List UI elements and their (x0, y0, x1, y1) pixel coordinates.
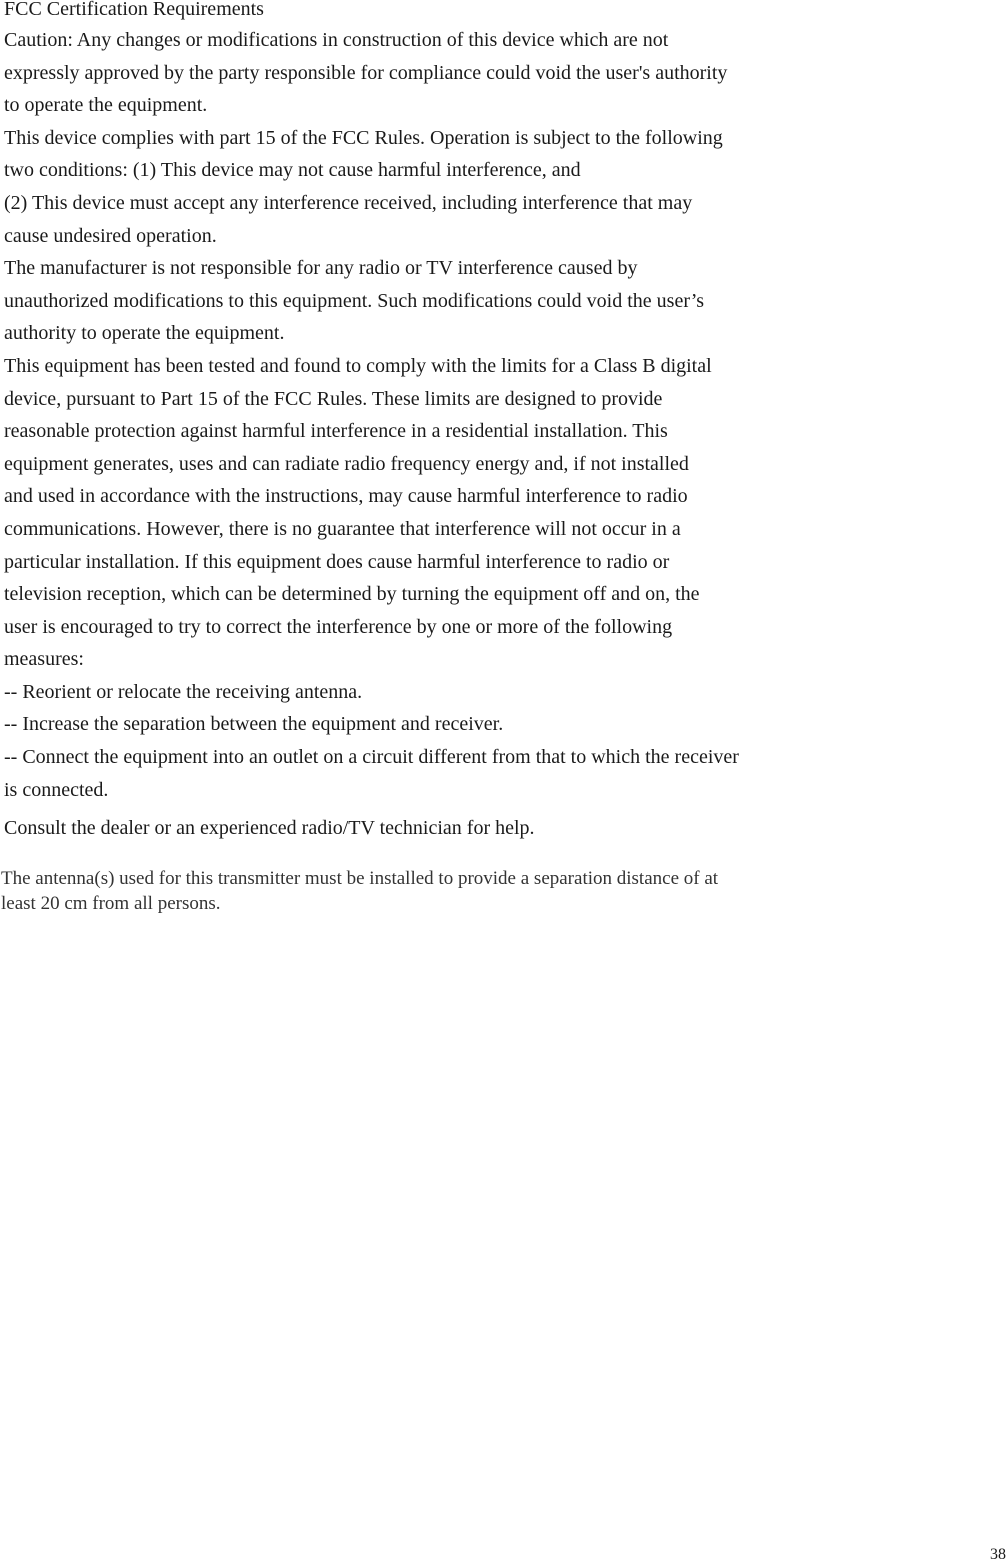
body-line: user is encouraged to try to correct the interference by one or more of the following (4, 615, 673, 638)
body-line: measures: (4, 648, 84, 671)
fcc-body-text (4, 24, 824, 806)
measure-item: -- Reorient or relocate the receiving antenna. (4, 680, 363, 703)
measure-item: is connected. (4, 778, 109, 801)
page-number: 38 (990, 1546, 1006, 1563)
body-line: communications. However, there is no guarantee that interference will not occur in a (4, 517, 681, 540)
body-line: expressly approved by the party responsible for compliance could void the user's authority (4, 61, 728, 84)
measure-item: -- Connect the equipment into an outlet on a circuit different from that to which the receiver (4, 746, 739, 769)
body-line: This equipment has been tested and found to comply with the limits for a Class B digital (4, 354, 712, 377)
body-line: two conditions: (1) This device may not cause harmful interference, and (4, 159, 581, 182)
measure-item: -- Increase the separation between the equipment and receiver. (4, 713, 504, 736)
body-line: Caution: Any changes or modifications in construction of this device which are not (4, 29, 669, 51)
body-line: This device complies with part 15 of the FCC Rules. Operation is subject to the following (4, 126, 723, 149)
antenna-statement (1, 866, 718, 916)
body-line: device, pursuant to Part 15 of the FCC Rules. These limits are designed to provide (4, 387, 663, 410)
body-line: particular installation. If this equipment does cause harmful interference to radio or (4, 550, 670, 573)
body-line: to operate the equipment. (4, 94, 208, 117)
body-line: The manufacturer is not responsible for any radio or TV interference caused by (4, 257, 638, 280)
antenna-line: least 20 cm from all persons. (1, 893, 221, 914)
body-line: and used in accordance with the instructions, may cause harmful interference to radio (4, 485, 688, 508)
consult-note: Consult the dealer or an experienced radio/TV technician for help. (4, 817, 535, 839)
antenna-line: The antenna(s) used for this transmitter must be installed to provide a separation distance of at (1, 868, 719, 889)
body-line: cause undesired operation. (4, 224, 217, 247)
body-line: reasonable protection against harmful interference in a residential installation. This (4, 420, 668, 443)
body-line: equipment generates, uses and can radiate radio frequency energy and, if not installed (4, 452, 689, 475)
body-line: (2) This device must accept any interference received, including interference that may (4, 191, 693, 214)
body-line: unauthorized modifications to this equipment. Such modifications could void the user’s (4, 289, 705, 312)
body-line: television reception, which can be determined by turning the equipment off and on, the (4, 583, 700, 606)
page-heading: FCC Certification Requirements (4, 0, 264, 20)
body-line: authority to operate the equipment. (4, 322, 285, 345)
